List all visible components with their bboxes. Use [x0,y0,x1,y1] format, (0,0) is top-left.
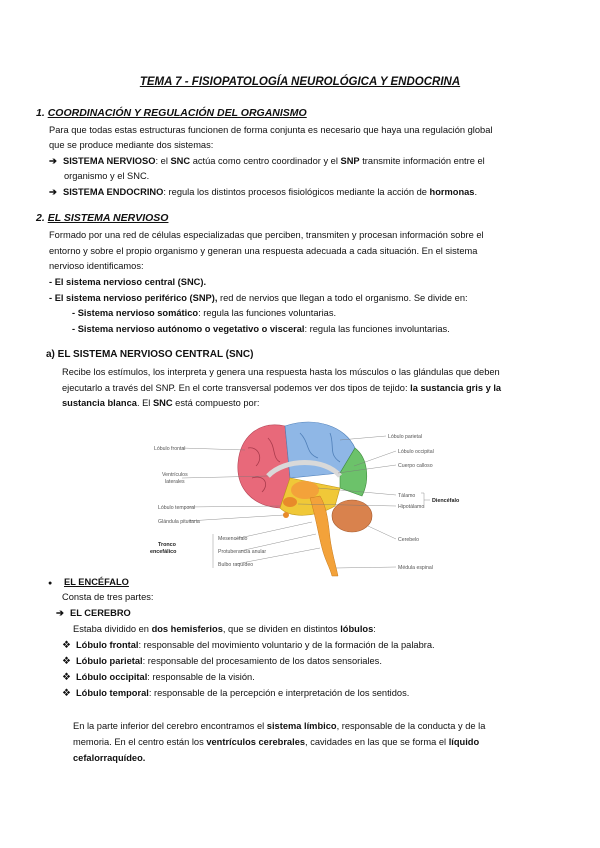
section-number: 2. [36,212,45,224]
label-frontal-lobe: Lóbulo frontal [154,446,186,452]
lobe-item: ❖ Lóbulo temporal: responsable de la percepción e interpretación de los sentidos. [62,686,409,702]
dash-subitem: - Sistema nervioso autónomo o vegetativo o visceral: regula las funciones involuntarias. [72,324,450,334]
lobe-item: ❖ Lóbulo frontal: responsable del movimiento voluntario y de la formación de la palabra. [62,638,435,654]
section-1-heading [36,107,307,119]
lobe-item: ❖ Lóbulo occipital: responsable de la visión. [62,670,255,686]
diamond-bullet-icon: ❖ [62,688,71,699]
paragraph-line: Consta de tres partes: [62,592,154,602]
label-ventricles-2: laterales [165,479,185,485]
brainstem [310,496,338,576]
diamond-bullet-icon: ❖ [62,656,71,667]
label-ventricles: Ventrículos [162,472,188,478]
paragraph-line: En la parte inferior del cerebro encontramos el sistema límbico, responsable de la conducta y de la [73,721,486,731]
section-title: EL SISTEMA NERVIOSO [47,212,169,224]
label-encefalico: encefálico [150,549,177,555]
arrow-icon: ➔ [49,156,57,166]
paragraph-line: Estaba dividido en dos hemisferios, que se dividen en distintos lóbulos: [73,624,376,634]
page-title: TEMA 7 - FISIOPATOLOGÍA NEUROLÓGICA Y ENDOCRINA [139,76,461,88]
label-cerebellum: Cerebelo [398,537,420,543]
dash-subitem: - Sistema nervioso somático: regula las funciones voluntarias. [72,308,337,318]
paragraph-line: sustancia blanca. El SNC está compuesto por: [62,398,260,408]
section-2-heading [36,212,168,224]
paragraph-line: nervioso identificamos: [49,261,144,271]
arrow-heading: ➔ EL CEREBRO [56,606,131,622]
dash-item: - El sistema nervioso periférico (SNP), red de nervios que llegan a todo el organismo. Se divide en: [49,293,468,303]
list-item: ➔ SISTEMA ENDOCRINO: regula los distintos procesos fisiológicos mediante la acción de hormonas. [49,185,477,201]
label-pituitary: Glándula pituitaria [158,519,200,525]
subsection-a-heading: a) EL SISTEMA NERVIOSO CENTRAL (SNC) [46,349,254,360]
bullet-icon: ● [48,580,53,587]
bullet-heading: ● EL ENCÉFALO [48,575,129,592]
diamond-bullet-icon: ❖ [62,672,71,683]
label-temporal-lobe: Lóbulo temporal [158,505,196,511]
paragraph-line: Formado por una red de células especializadas que perciben, transmiten y procesan información sobre el [49,230,484,240]
paragraph-line: Recibe los estímulos, los interpreta y genera una respuesta hasta los músculos o las glándulas que deben [62,367,500,377]
paragraph-line: entorno y sobre el propio organismo y generan una respuesta adecuada a cada situación. En el sistema [49,246,478,256]
label-medulla: Bulbo raquídeo [218,562,254,568]
paragraph-line: Para que todas estas estructuras funcionen de forma conjunta es necesario que haya una regulación global [49,125,493,135]
list-item-continued: organismo y el SNC. [64,171,150,181]
label-corpus-callosum: Cuerpo calloso [398,463,433,469]
paragraph-line: cefalorraquídeo. [73,753,146,763]
arrow-icon: ➔ [49,187,57,197]
arrow-icon: ➔ [56,608,64,618]
list-item: ➔ SISTEMA NERVIOSO: el SNC actúa como centro coordinador y el SNP transmite información entre el [49,154,485,170]
section-number: 1. [36,107,45,119]
label-spinal-cord: Médula espinal [398,565,433,571]
label-mesencephalon: Mesencéfalo [218,536,248,542]
diamond-bullet-icon: ❖ [62,640,71,651]
label-occipital-lobe: Lóbulo occipital [398,449,434,455]
label-tronco: Tronco [158,542,176,548]
brain-diagram [140,418,460,578]
thalamus [291,481,319,499]
paragraph-line: que se produce mediante dos sistemas: [49,140,214,150]
label-pons: Protuberancia anular [218,549,267,555]
label-hypothalamus: Hipotálamo [398,504,425,510]
paragraph-line: ejecutarlo a través del SNP. En el corte transversal podemos ver dos tipos de tejido: la sustancia gris y la [62,383,502,393]
label-diencephalon: Diencéfalo [432,498,460,504]
lobe-item: ❖ Lóbulo parietal: responsable del procesamiento de los datos sensoriales. [62,654,382,670]
section-title: COORDINACIÓN Y REGULACIÓN DEL ORGANISMO [47,107,307,119]
paragraph-line: memoria. En el centro están los ventrículos cerebrales, cavidades en las que se forma el líquido [73,737,480,747]
label-thalamus: Tálamo [398,493,416,499]
dash-item: - El sistema nervioso central (SNC). [49,277,207,287]
label-parietal-lobe: Lóbulo parietal [388,434,423,440]
